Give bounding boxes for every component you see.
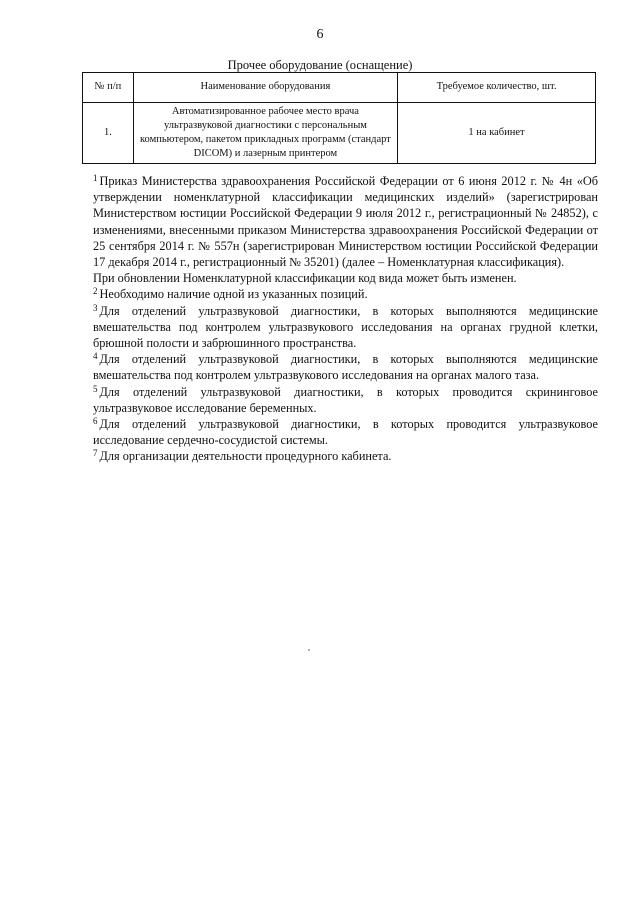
equipment-table [82,72,596,164]
row-equipment-name: Автоматизированное рабочее место врача ультразвуковой диагностики с персональным компьютером, пакетом прикладных программ (стандарт DICOM) и лазерным принтером [133,103,397,164]
footnote-1 [93,173,598,270]
footnote-mark: 5 [93,383,98,394]
table-header-row [83,73,596,103]
footnote-mark: 1 [93,173,98,183]
footnote-mark: 4 [93,351,98,362]
footnote-text: Для отделений ультразвуковой диагностики, в которых проводится ультразвуковое исследование сердечно-сосудистой системы. [93,417,598,448]
footnote-mark: 2 [93,286,98,297]
scan-speck [308,649,310,651]
footnote-text: Приказ Министерства здравоохранения Российской Федерации от 6 июня 2012 г. № 4н «Об утверждении номенклатурной классификации медицинских изделий» (зарегистрирован Министерством юстиции Российской Федерации 9 июля 2012 г., регистрационный № 24852), с изменениями, внесенными приказом Министерства здравоохранения Российской Федерации от 25 сентября 2014 г. № 557н (зарегистрирован Министерством юстиции Российской Федерации 17 декабря 2014 г., регистрационный № 35201) (далее – Номенклатурная классификация). [93,174,598,270]
table-caption: Прочее оборудование (оснащение) [227,58,413,72]
footnote-text: Для организации деятельности процедурного кабинета. [99,449,392,464]
row-quantity: 1 на кабинет [398,103,596,164]
footnote-mark: 6 [93,416,98,427]
page-number: 6 [316,27,324,42]
footnote-7 [93,448,598,464]
footnotes [93,173,598,465]
row-number: 1. [83,103,134,164]
footnote-6 [93,416,598,448]
footnote-2 [93,286,598,302]
footnote-text: При обновлении Номенклатурной классификации код вида может быть изменен. [93,271,517,286]
footnote-mark: 7 [93,448,98,459]
footnote-3 [93,303,598,352]
footnote-text: Необходимо наличие одной из указанных позиций. [99,287,368,302]
header-quantity: Требуемое количество, шт. [398,73,596,103]
header-equipment-name: Наименование оборудования [133,73,397,103]
footnote-text: Для отделений ультразвуковой диагностики, в которых выполняются медицинские вмешательства под контролем ультразвукового исследования на органах малого таза. [93,352,598,383]
footnote-1-continuation [93,270,598,286]
footnote-mark: 3 [93,302,98,313]
table-row [83,103,596,164]
header-number: № п/п [83,73,134,103]
footnote-text: Для отделений ультразвуковой диагностики, в которых проводится скрининговое ультразвуковое исследование беременных. [93,384,598,415]
footnote-5 [93,384,598,416]
footnote-text: Для отделений ультразвуковой диагностики, в которых выполняются медицинские вмешательства под контролем ультразвукового исследования на органах грудной клетки, брюшной полости и забрюшинного пространства. [93,303,598,351]
footnote-4 [93,351,598,383]
